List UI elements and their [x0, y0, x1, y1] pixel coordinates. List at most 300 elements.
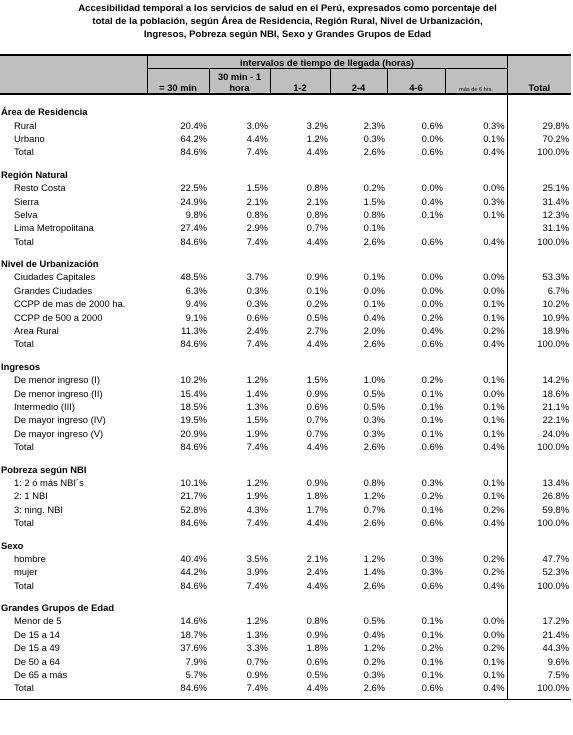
section-header-row	[0, 538, 571, 551]
cell-value: 0.2%	[421, 374, 443, 386]
cell-value: 70.2%	[507, 132, 571, 145]
spacer-row	[0, 94, 571, 105]
cell-value: 2.6%	[363, 235, 385, 247]
cell-value: 0.5%	[363, 401, 385, 412]
cell-value: 0.1%	[421, 387, 443, 399]
row-label: Total	[14, 441, 34, 453]
table-row	[0, 145, 571, 158]
cell-value: 0.4%	[363, 628, 385, 640]
cell-value: 0.1%	[483, 374, 505, 386]
table-body	[0, 94, 571, 699]
table-row	[0, 284, 571, 297]
cell-value: 0.3%	[363, 427, 385, 439]
cell-value: 2.6%	[363, 682, 385, 694]
cell-value: 0.6%	[306, 655, 328, 667]
cell-value: 13.4%	[507, 476, 571, 489]
cell-value: 2.4%	[246, 325, 268, 337]
table-row	[0, 476, 571, 489]
cell-value: 0.3%	[363, 414, 385, 426]
cell-value: 9.8%	[185, 208, 207, 220]
header-group-label: Intervalos de tiempo de llegada (horas)	[147, 55, 507, 69]
cell-value: 20.4%	[180, 119, 207, 131]
row-label: Selva	[14, 208, 38, 220]
cell-value: 0.3%	[246, 284, 268, 296]
row-label: De mayor ingreso (IV)	[14, 414, 106, 426]
header-corner	[0, 55, 147, 69]
cell-value: 7.9%	[185, 655, 207, 667]
cell-value: 10.2%	[507, 297, 571, 310]
cell-value: 0.7%	[306, 427, 328, 439]
cell-value: 2.6%	[363, 579, 385, 591]
table-row	[0, 386, 571, 399]
cell-value: 5.7%	[185, 669, 207, 681]
cell-value: 31.4%	[507, 194, 571, 207]
cell-value: 4.4%	[306, 441, 328, 453]
cell-value: 4.3%	[246, 503, 268, 515]
cell-value: 0.9%	[306, 628, 328, 640]
cell-value: 1.4%	[246, 387, 268, 399]
cell-value: 0.3%	[363, 132, 385, 144]
cell-value: 0.6%	[421, 682, 443, 694]
cell-value: 1.8%	[306, 642, 328, 654]
cell-value: 84.6%	[180, 579, 207, 591]
row-label: 2: 1 NBI	[14, 490, 48, 502]
row-label: Area Rural	[14, 325, 59, 337]
row-label: Grandes Ciudades	[14, 284, 93, 296]
cell-value: 0.1%	[421, 655, 443, 667]
cell-value: 10.9%	[507, 310, 571, 323]
header-col-more-6: más de 6 hrs.	[459, 87, 493, 93]
row-label: Total	[14, 338, 34, 350]
cell-value: 9.1%	[185, 311, 207, 323]
row-label: Total	[14, 579, 34, 591]
cell-value: 84.6%	[180, 146, 207, 158]
table-row	[0, 628, 571, 641]
cell-value: 40.4%	[180, 552, 207, 564]
section-header-row	[0, 105, 571, 118]
table-row	[0, 194, 571, 207]
cell-value: 3.0%	[246, 119, 268, 131]
cell-value: 7.4%	[246, 682, 268, 694]
cell-value: 0.1%	[421, 503, 443, 515]
cell-value: 18.7%	[180, 628, 207, 640]
cell-value: 0.9%	[306, 271, 328, 283]
cell-value: 0.3%	[246, 298, 268, 310]
cell-value: 0.1%	[483, 490, 505, 502]
header-col-30min: = 30 min	[147, 69, 209, 95]
row-label: Total	[14, 517, 34, 529]
cell-value: 0.3%	[421, 476, 443, 488]
cell-value: 2.6%	[363, 517, 385, 529]
cell-value: 31.1%	[507, 221, 571, 234]
header-col-4-6: 4-6	[387, 69, 445, 95]
cell-value: 10.2%	[180, 374, 207, 386]
cell-value: 14.2%	[507, 373, 571, 386]
cell-value: 37.6%	[180, 642, 207, 654]
row-label: De mayor ingreso (V)	[14, 427, 104, 439]
cell-value: 47.7%	[507, 552, 571, 565]
cell-value: 2.1%	[306, 552, 328, 564]
section-header-row	[0, 360, 571, 373]
cell-value: 1.2%	[363, 552, 385, 564]
cell-value: 0.5%	[363, 387, 385, 399]
table-row	[0, 668, 571, 681]
cell-value: 0.2%	[421, 490, 443, 502]
table-row	[0, 565, 571, 578]
cell-value: 25.1%	[507, 181, 571, 194]
cell-value: 59.8%	[507, 503, 571, 516]
cell-value: 24.9%	[180, 195, 207, 207]
spacer-row	[0, 453, 571, 462]
header-corner-bottom	[0, 69, 147, 95]
row-label: CCPP de 500 a 2000	[14, 311, 103, 323]
cell-value: 0.9%	[306, 387, 328, 399]
cell-value: 0.8%	[306, 208, 328, 220]
table-row	[0, 181, 571, 194]
cell-value: 0.8%	[363, 208, 385, 220]
table-row	[0, 221, 571, 234]
cell-value: 0.2%	[483, 552, 505, 564]
cell-value: 0.0%	[483, 628, 505, 640]
cell-value: 0.1%	[421, 427, 443, 439]
cell-value: 100.0%	[507, 337, 571, 350]
cell-value: 0.0%	[483, 387, 505, 399]
cell-value: 0.7%	[306, 222, 328, 234]
cell-value: 1.4%	[363, 566, 385, 578]
cell-value: 0.6%	[421, 579, 443, 591]
cell-value: 0.1%	[483, 132, 505, 144]
cell-value: 0.1%	[483, 401, 505, 412]
cell-value: 0.4%	[483, 235, 505, 247]
header-col-1-2: 1-2	[270, 69, 330, 95]
row-label: De 50 a 64	[14, 655, 60, 667]
cell-value: 100.0%	[507, 235, 571, 248]
cell-value: 18.6%	[507, 386, 571, 399]
row-label: 3: ning. NBI	[14, 503, 63, 515]
cell-value: 0.7%	[246, 655, 268, 667]
cell-value: 20.9%	[180, 427, 207, 439]
title-line: Ingresos, Pobreza según NBI, Sexo y Grandes Grupos de Edad	[143, 29, 432, 40]
table-row	[0, 373, 571, 386]
cell-value: 3.7%	[246, 271, 268, 283]
spacer-row	[0, 592, 571, 601]
cell-value: 0.1%	[363, 298, 385, 310]
cell-value: 10.1%	[180, 476, 207, 488]
cell-value: 44.2%	[180, 566, 207, 578]
cell-value: 7.4%	[246, 579, 268, 591]
row-label: De 15 a 49	[14, 642, 60, 654]
cell-value	[445, 221, 507, 234]
cell-value: 0.1%	[421, 401, 443, 412]
table-bottom-row	[0, 695, 571, 700]
cell-value: 0.3%	[483, 119, 505, 131]
cell-value: 84.6%	[180, 682, 207, 694]
spacer-row	[0, 351, 571, 360]
cell-value: 0.6%	[306, 401, 328, 412]
cell-value: 2.0%	[363, 325, 385, 337]
cell-value: 2.9%	[246, 222, 268, 234]
row-label: Total	[14, 146, 34, 158]
table-row	[0, 297, 571, 310]
cell-value: 0.1%	[483, 298, 505, 310]
cell-value: 0.8%	[363, 476, 385, 488]
cell-value: 1.2%	[246, 374, 268, 386]
access-table	[0, 54, 571, 700]
cell-value: 0.2%	[483, 566, 505, 578]
cell-value: 18.5%	[180, 401, 207, 412]
cell-value: 1.9%	[246, 490, 268, 502]
row-label: mujer	[14, 566, 38, 578]
table-row	[0, 118, 571, 131]
cell-value: 17.2%	[507, 614, 571, 627]
cell-value: 0.1%	[421, 669, 443, 681]
cell-value: 0.5%	[363, 615, 385, 627]
section-title: Región Natural	[1, 168, 68, 180]
cell-value: 1.2%	[363, 642, 385, 654]
cell-value: 14.6%	[180, 615, 207, 627]
section-title: Grandes Grupos de Edad	[1, 602, 115, 614]
cell-value: 6.3%	[185, 284, 207, 296]
cell-value: 24.0%	[507, 427, 571, 440]
header-col-total: Total	[507, 69, 571, 95]
row-label: Total	[14, 235, 34, 247]
cell-value: 1.3%	[246, 628, 268, 640]
header-col-2-4: 2-4	[330, 69, 387, 95]
cell-value: 0.8%	[306, 182, 328, 194]
table-row	[0, 208, 571, 221]
row-label: CCPP de mas de 2000 ha.	[14, 298, 126, 310]
cell-value: 1.7%	[306, 503, 328, 515]
table-row	[0, 654, 571, 667]
cell-value: 9.6%	[507, 654, 571, 667]
cell-value: 0.4%	[483, 441, 505, 453]
cell-value: 0.1%	[363, 271, 385, 283]
cell-value: 0.0%	[421, 182, 443, 194]
section-title: Área de Residencia	[1, 106, 88, 118]
cell-value: 3.2%	[306, 119, 328, 131]
cell-value: 1.9%	[246, 427, 268, 439]
cell-value: 1.8%	[306, 490, 328, 502]
table-row	[0, 400, 571, 413]
cell-value: 0.0%	[421, 132, 443, 144]
cell-value: 0.2%	[421, 311, 443, 323]
cell-value: 2.3%	[363, 119, 385, 131]
cell-value: 0.7%	[363, 503, 385, 515]
cell-value: 0.1%	[363, 222, 385, 234]
cell-value: 0.2%	[363, 182, 385, 194]
row-label: De 15 a 14	[14, 628, 60, 640]
cell-value: 44.3%	[507, 641, 571, 654]
cell-value: 0.3%	[421, 566, 443, 578]
row-label: De menor ingreso (II)	[14, 387, 103, 399]
cell-value: 100.0%	[507, 681, 571, 694]
cell-value: 7.4%	[246, 441, 268, 453]
row-label: Urbano	[14, 132, 45, 144]
cell-value: 22.5%	[180, 182, 207, 194]
cell-value: 0.3%	[363, 669, 385, 681]
row-label: Lima Metropolitana	[14, 222, 94, 234]
cell-value: 0.1%	[421, 208, 443, 220]
cell-value: 0.5%	[306, 311, 328, 323]
cell-value: 0.2%	[421, 642, 443, 654]
cell-value: 1.2%	[363, 490, 385, 502]
cell-value: 0.1%	[421, 414, 443, 426]
cell-value: 7.4%	[246, 235, 268, 247]
section-title: Pobreza según NBI	[1, 463, 87, 475]
cell-value: 0.4%	[483, 682, 505, 694]
cell-value: 0.0%	[421, 271, 443, 283]
row-label: Sierra	[14, 195, 40, 207]
cell-value: 2.6%	[363, 146, 385, 158]
cell-value: 29.8%	[507, 118, 571, 131]
cell-value: 100.0%	[507, 579, 571, 592]
row-label: De 65 a más	[14, 669, 68, 681]
cell-value: 3.9%	[246, 566, 268, 578]
cell-value: 0.0%	[483, 284, 505, 296]
cell-value: 0.1%	[483, 669, 505, 681]
section-title: Nivel de Urbanización	[1, 258, 99, 270]
table-row	[0, 681, 571, 694]
cell-value: 4.4%	[306, 517, 328, 529]
cell-value: 21.4%	[507, 628, 571, 641]
cell-value: 0.4%	[483, 517, 505, 529]
cell-value: 100.0%	[507, 440, 571, 453]
cell-value: 0.1%	[483, 208, 505, 220]
table-row	[0, 641, 571, 654]
cell-value: 21.7%	[180, 490, 207, 502]
cell-value: 0.4%	[483, 146, 505, 158]
cell-value: 0.1%	[483, 476, 505, 488]
cell-value: 1.2%	[306, 132, 328, 144]
cell-value: 0.6%	[421, 441, 443, 453]
cell-value: 0.4%	[421, 325, 443, 337]
header-col-30min-1h: 30 min - 1 hora	[209, 69, 270, 95]
cell-value: 100.0%	[507, 516, 571, 529]
cell-value: 9.4%	[185, 298, 207, 310]
table-row	[0, 270, 571, 283]
cell-value: 2.7%	[306, 325, 328, 337]
section-title: Ingresos	[1, 360, 41, 372]
cell-value: 0.8%	[246, 208, 268, 220]
cell-value: 6.7%	[507, 284, 571, 297]
table-row	[0, 503, 571, 516]
cell-value: 11.3%	[181, 325, 207, 337]
row-label: Total	[14, 682, 34, 694]
cell-value: 0.1%	[421, 628, 443, 640]
spacer-row	[0, 159, 571, 168]
cell-value: 84.6%	[180, 441, 207, 453]
cell-value: 1.2%	[246, 615, 268, 627]
cell-value: 1.3%	[246, 401, 268, 412]
cell-value: 4.4%	[306, 338, 328, 350]
cell-value: 15.4%	[180, 387, 207, 399]
cell-value: 0.4%	[421, 195, 443, 207]
spacer-row	[0, 529, 571, 538]
cell-value: 0.1%	[306, 284, 328, 296]
cell-value: 4.4%	[306, 235, 328, 247]
row-label: 1: 2 ó más NBI´s	[14, 476, 84, 488]
cell-value: 2.1%	[246, 195, 268, 207]
cell-value: 84.6%	[180, 517, 207, 529]
cell-value: 0.0%	[363, 284, 385, 296]
cell-value: 0.6%	[421, 235, 443, 247]
cell-value: 0.5%	[306, 669, 328, 681]
row-label: Ciudades Capitales	[14, 271, 96, 283]
cell-value: 27.4%	[180, 222, 207, 234]
table-row	[0, 132, 571, 145]
cell-value: 0.6%	[421, 338, 443, 350]
cell-value: 1.0%	[363, 374, 385, 386]
table-row	[0, 614, 571, 627]
cell-value: 0.2%	[483, 325, 505, 337]
cell-value: 0.0%	[483, 271, 505, 283]
cell-value: 3.3%	[246, 642, 268, 654]
cell-value: 4.4%	[306, 146, 328, 158]
cell-value: 84.6%	[180, 338, 207, 350]
cell-value: 4.4%	[306, 682, 328, 694]
cell-value: 64.2%	[180, 132, 207, 144]
cell-value: 0.7%	[306, 414, 328, 426]
cell-value: 3.5%	[246, 552, 268, 564]
table-row	[0, 427, 571, 440]
cell-value: 0.2%	[483, 503, 505, 515]
cell-value: 4.4%	[306, 579, 328, 591]
cell-value: 7.5%	[507, 668, 571, 681]
title-line: total de la población, según Área de Residencia, Región Rural, Nivel de Urbanización,	[92, 16, 483, 27]
cell-value: 18.9%	[507, 324, 571, 337]
cell-value: 0.0%	[421, 284, 443, 296]
cell-value: 7.4%	[246, 146, 268, 158]
section-header-row	[0, 462, 571, 475]
cell-value: 2.4%	[306, 566, 328, 578]
row-label: Rural	[14, 119, 37, 131]
cell-value: 0.6%	[246, 311, 268, 323]
cell-value: 0.9%	[306, 476, 328, 488]
cell-value	[387, 221, 445, 234]
table-title	[20, 2, 555, 41]
cell-value: 0.8%	[306, 615, 328, 627]
cell-value: 0.6%	[421, 146, 443, 158]
cell-value: 0.1%	[483, 427, 505, 439]
cell-value: 1.5%	[306, 374, 328, 386]
cell-value: 52.8%	[180, 503, 207, 515]
row-label: De menor ingreso (I)	[14, 374, 100, 386]
table-row	[0, 552, 571, 565]
cell-value: 26.8%	[507, 489, 571, 502]
cell-value: 0.2%	[306, 298, 328, 310]
cell-value: 12.3%	[507, 208, 571, 221]
table-row	[0, 489, 571, 502]
cell-value: 1.5%	[246, 414, 268, 426]
cell-value: 84.6%	[180, 235, 207, 247]
title-line: Accesibilidad temporal a los servicios de salud en el Perú, expresados como porcentaje del	[78, 3, 497, 14]
header-total-top	[507, 55, 571, 69]
cell-value: 0.0%	[483, 182, 505, 194]
table-row	[0, 310, 571, 323]
cell-value: 0.1%	[483, 655, 505, 667]
cell-value: 1.5%	[246, 182, 268, 194]
cell-value: 0.1%	[483, 414, 505, 426]
cell-value: 0.9%	[246, 669, 268, 681]
row-label: Intermedio (III)	[14, 401, 75, 412]
section-header-row	[0, 168, 571, 181]
cell-value: 2.6%	[363, 338, 385, 350]
cell-value: 2.1%	[306, 195, 328, 207]
cell-value: 0.1%	[421, 615, 443, 627]
cell-value: 7.4%	[246, 338, 268, 350]
cell-value: 0.4%	[483, 338, 505, 350]
cell-value: 48.5%	[180, 271, 207, 283]
